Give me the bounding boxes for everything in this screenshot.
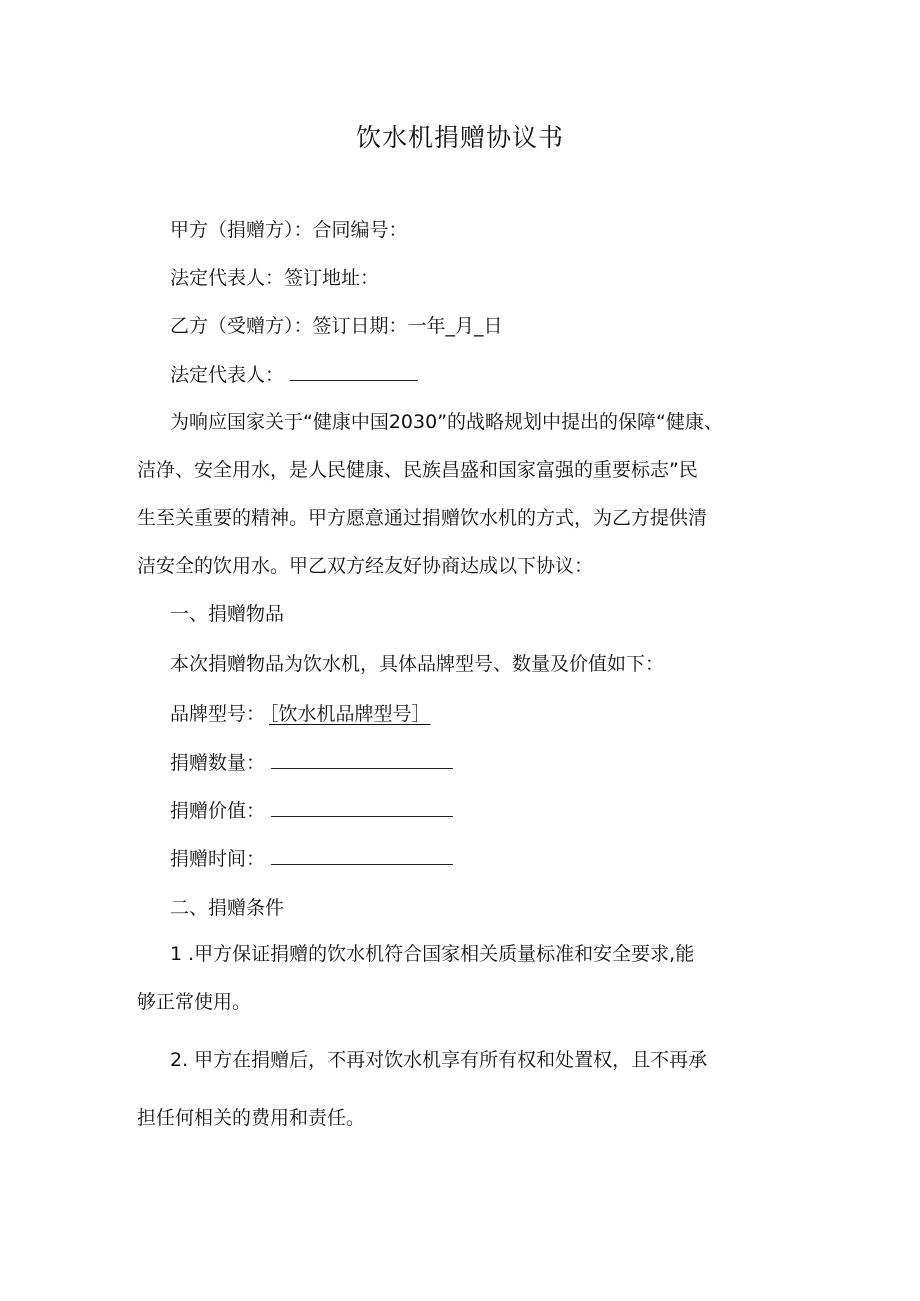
value-label: 捐赠价值： — [170, 800, 266, 822]
party-b-line: 乙方（受赠方）：签订日期：一年_月_日 — [170, 315, 503, 337]
intro-line-1: 为响应国家关于“健康中国2030”的战略规划中提出的保障“健康、 — [170, 411, 723, 433]
quantity-line — [170, 748, 453, 777]
legal-rep-b-line — [170, 360, 418, 389]
intro-line-4: 洁安全的饮用水。甲乙双方经友好协商达成以下协议： — [137, 555, 594, 577]
section1-title: 一、捐赠物品 — [170, 603, 285, 625]
intro-line-2: 洁净、安全用水，是人民健康、民族昌盛和国家富强的重要标志”民 — [137, 459, 698, 481]
time-blank — [271, 844, 453, 865]
section1-desc: 本次捐赠物品为饮水机，具体品牌型号、数量及价值如下： — [170, 653, 665, 675]
cond2-line-1: 2. 甲方在捐赠后，不再对饮水机享有所有权和处置权，且不再承 — [170, 1049, 708, 1071]
cond1-line-1: 1 .甲方保证捐赠的饮水机符合国家相关质量标准和安全要求,能 — [170, 943, 695, 965]
cond1-line-2: 够正常使用。 — [137, 991, 252, 1013]
party-a-line: 甲方（捐赠方）：合同编号： — [170, 219, 408, 241]
brand-line — [170, 700, 431, 728]
value-blank — [271, 796, 453, 817]
legal-rep-b-blank — [290, 360, 418, 381]
time-line — [170, 844, 453, 873]
legal-rep-a-line: 法定代表人：签订地址： — [170, 267, 380, 289]
intro-line-3: 生至关重要的精神。甲方愿意通过捐赠饮水机的方式，为乙方提供清 — [137, 507, 708, 529]
brand-label: 品牌型号： — [170, 703, 266, 725]
document-title: 饮水机捐赠协议书 — [355, 123, 564, 152]
brand-value: ［饮水机品牌型号］ — [269, 703, 431, 725]
time-label: 捐赠时间： — [170, 848, 266, 870]
legal-rep-b-label: 法定代表人： — [170, 364, 285, 386]
section2-title: 二、捐赠条件 — [170, 897, 285, 919]
quantity-blank — [271, 748, 453, 769]
quantity-label: 捐赠数量： — [170, 752, 266, 774]
cond2-line-2: 担任何相关的费用和责任。 — [137, 1107, 366, 1129]
value-line — [170, 796, 453, 825]
